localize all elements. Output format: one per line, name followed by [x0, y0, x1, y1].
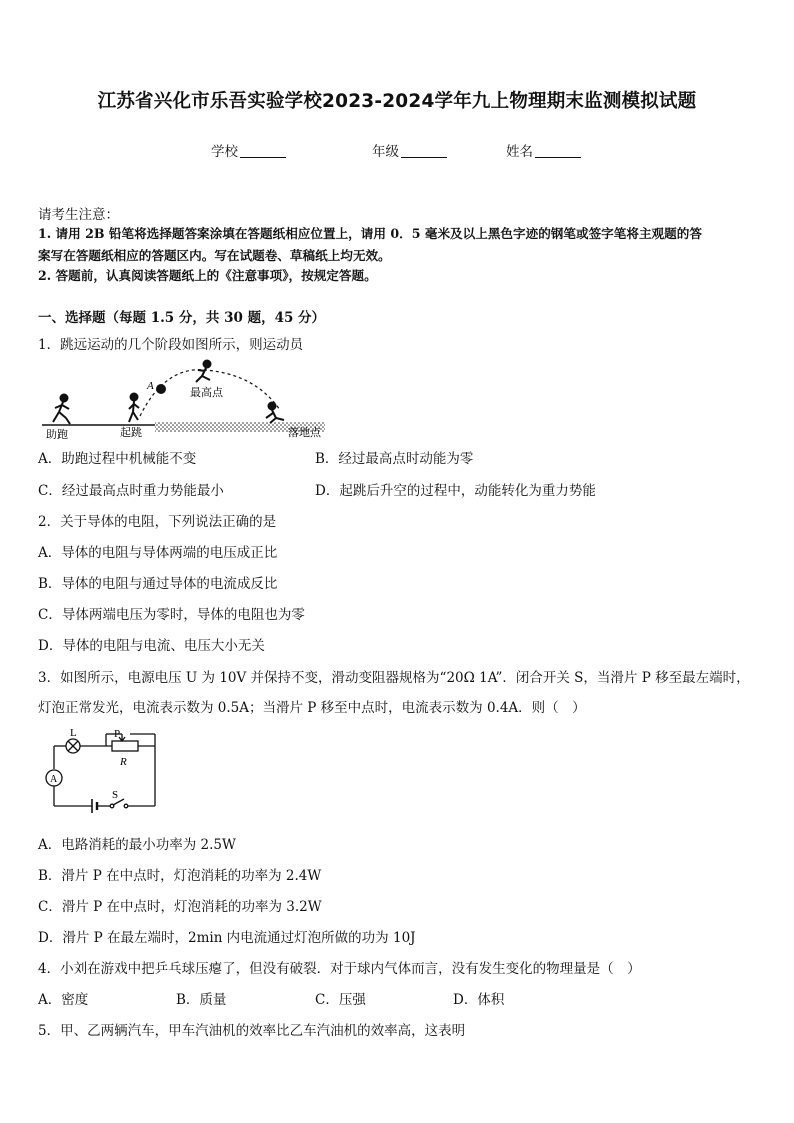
section-heading: 一、选择题（每题 1.5 分，共 30 题，45 分）	[38, 310, 326, 326]
rheostat-label: R	[120, 756, 127, 768]
q4-option-b: B．质量	[176, 992, 227, 1008]
name-field	[506, 140, 581, 160]
lamp-label: L	[70, 727, 77, 739]
point-a-marker	[156, 384, 166, 394]
q4-option-c: C．压强	[315, 992, 366, 1008]
notice-heading: 请考生注意：	[38, 207, 119, 223]
grade-blank	[401, 145, 447, 158]
point-a-label: A	[147, 380, 154, 392]
name-label: 姓名	[506, 144, 533, 160]
landing-label: 落地点	[288, 426, 321, 439]
runner-runup-icon	[53, 395, 70, 425]
school-label: 学校	[211, 144, 238, 160]
takeoff-label: 起跳	[120, 426, 142, 439]
name-blank	[535, 145, 581, 158]
q4-option-a: A．密度	[38, 992, 89, 1008]
q1-stem: 1．跳远运动的几个阶段如图所示，则运动员	[38, 337, 304, 353]
q4-option-d: D．体积	[453, 992, 505, 1008]
q1-option-d: D．起跳后升空的过程中，动能转化为重力势能	[315, 483, 596, 499]
q3-option-d: D．滑片 P 在最左端时，2min 内电流通过灯泡所做的功为 10J	[38, 930, 416, 946]
grade-field	[372, 140, 447, 160]
q3-option-c: C．滑片 P 在中点时，灯泡消耗的功率为 3.2W	[38, 899, 322, 915]
q4-stem: 4．小刘在游戏中把乒乓球压瘪了，但没有破裂．对于球内气体而言，没有发生变化的物理量是（ ）	[38, 961, 641, 977]
notice-item1-line1: 1. 请用 2B 铅笔将选择题答案涂填在答题纸相应位置上，请用 0．5 毫米及以上黑色字迹的钢笔或签字笔将主观题的答	[38, 226, 702, 241]
runner-takeoff-icon	[129, 394, 139, 423]
jumper-landing-icon	[266, 403, 284, 424]
q1-option-c: C．经过最高点时重力势能最小	[38, 483, 224, 499]
rheostat-icon	[112, 741, 138, 751]
ammeter-label: A	[50, 774, 58, 785]
q1-option-b: B．经过最高点时动能为零	[315, 451, 474, 467]
q3-stem-line1: 3．如图所示，电源电压 U 为 10V 并保持不变，滑动变阻器规格为“20Ω 1A”．闭合开关 S，当滑片 P 移至最左端时，	[38, 670, 750, 686]
q2-option-d: D．导体的电阻与电流、电压大小无关	[38, 638, 265, 654]
highest-point-label: 最高点	[190, 386, 223, 399]
exam-title: 江苏省兴化市乐吾实验学校2023-2024学年九上物理期末监测模拟试题	[97, 91, 697, 112]
jumper-highest-icon	[196, 361, 211, 383]
slider-label: P	[114, 728, 121, 740]
q5-stem: 5．甲、乙两辆汽车，甲车汽油机的效率比乙车汽油机的效率高，这表明	[38, 1023, 466, 1039]
circuit-diagram	[40, 722, 170, 822]
q3-option-a: A．电路消耗的最小功率为 2.5W	[38, 837, 236, 853]
notice-item1-line2: 案写在答题纸相应的答题区内。写在试题卷、草稿纸上均无效。	[38, 248, 391, 263]
q1-option-a: A．助跑过程中机械能不变	[38, 451, 197, 467]
q2-option-c: C．导体两端电压为零时，导体的电阻也为零	[38, 607, 305, 623]
notice-item2: 2. 答题前，认真阅读答题纸上的《注意事项》，按规定答题。	[38, 268, 377, 283]
runup-label: 助跑	[46, 428, 68, 441]
switch-label: S	[112, 789, 119, 801]
q2-option-b: B．导体的电阻与通过导体的电流成反比	[38, 576, 278, 592]
grade-label: 年级	[372, 144, 399, 160]
school-field	[211, 140, 286, 160]
q2-option-a: A．导体的电阻与导体两端的电压成正比	[38, 545, 278, 561]
long-jump-figure	[40, 356, 330, 442]
q3-stem-line2: 灯泡正常发光，电流表示数为 0.5A；当滑片 P 移至中点时，电流表示数为 0.4A．则（ ）	[38, 700, 586, 716]
q2-stem: 2．关于导体的电阻，下列说法正确的是	[38, 514, 277, 530]
school-blank	[240, 145, 286, 158]
q3-option-b: B．滑片 P 在中点时，灯泡消耗的功率为 2.4W	[38, 868, 322, 884]
